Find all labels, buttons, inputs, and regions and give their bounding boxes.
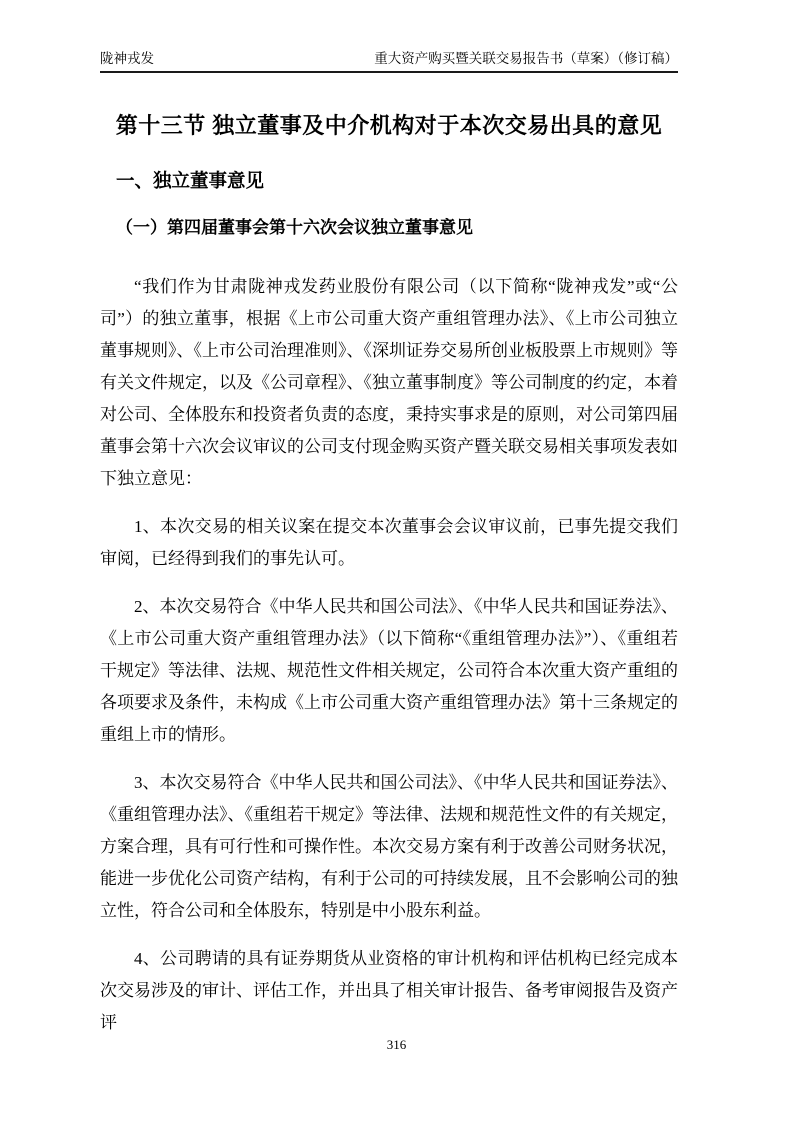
heading-independent-director-opinion: 一、独立董事意见 xyxy=(116,170,265,192)
subheading-board-meeting-opinion: （一）第四届董事会第十六次会议独立董事意见 xyxy=(116,218,473,238)
page-footer xyxy=(0,1036,793,1054)
page-number: 316 xyxy=(386,1037,407,1052)
paragraph-item-4: 4、公司聘请的具有证券期货从业资格的审计机构和评估机构已经完成本次交易涉及的审计、评估工作，并出具了相关审计报告、备考审阅报告及资产评 xyxy=(100,949,678,1033)
header-report-title: 重大资产购买暨关联交易报告书（草案）（修订稿） xyxy=(374,51,678,66)
document-body xyxy=(100,271,678,1039)
header-company-name: 陇神戎发 xyxy=(100,51,154,66)
paragraph-item-2: 2、本次交易符合《中华人民共和国公司法》、《中华人民共和国证券法》、《上市公司重大资产重组管理办法》（以下简称“《重组管理办法》”）、《重组若干规定》等法律、法规、规范性文件相关规定，公司符合本次重大资产重组的各项要求及条件，未构成《上市公司重大资产重组管理办法》第十三条规定的重组上市的情形。 xyxy=(100,597,678,745)
paragraph-item-1: 1、本次交易的相关议案在提交本次董事会会议审议前，已事先提交我们审阅，已经得到我们的事先认可。 xyxy=(100,517,678,569)
section-title: 第十三节 独立董事及中介机构对于本次交易出具的意见 xyxy=(115,113,663,139)
paragraph-item-3: 3、本次交易符合《中华人民共和国公司法》、《中华人民共和国证券法》、《重组管理办法》、《重组若干规定》等法律、法规和规范性文件的有关规定，方案合理，具有可行性和可操作性。本次交易方案有利于改善公司财务状况，能进一步优化公司资产结构，有利于公司的可持续发展，且不会影响公司的独立性，符合公司和全体股东，特别是中小股东利益。 xyxy=(100,773,678,921)
page-header xyxy=(100,50,678,73)
paragraph-intro: “我们作为甘肃陇神戎发药业股份有限公司（以下简称“陇神戎发”或“公司”）的独立董事，根据《上市公司重大资产重组管理办法》、《上市公司独立董事规则》、《上市公司治理准则》、《深圳证券交易所创业板股票上市规则》等有关文件规定，以及《公司章程》、《独立董事制度》等公司制度的约定，本着对公司、全体股东和投资者负责的态度，秉持实事求是的原则，对公司第四届董事会第十六次会议审议的公司支付现金购买资产暨关联交易相关事项发表如下独立意见： xyxy=(100,277,678,489)
